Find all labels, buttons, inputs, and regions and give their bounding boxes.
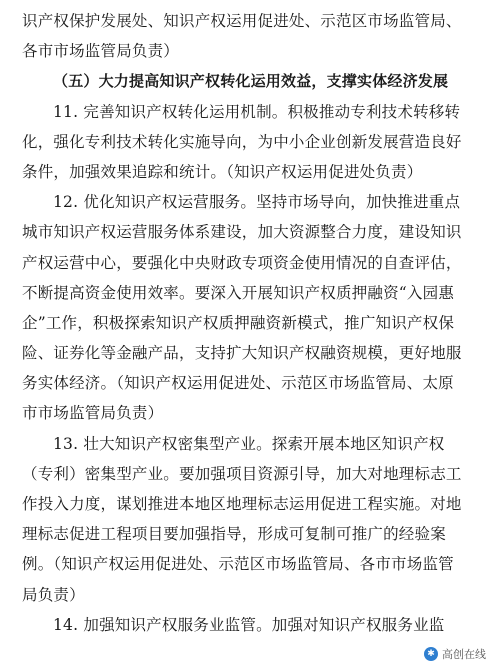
text-line: 局负责） [22,585,85,604]
text-line: 各市市场监管局负责） [22,42,180,61]
text-line: 例。（知识产权运用促进处、示范区市场监管局、各市市场监管 [22,555,454,574]
text-line: 市市场监管局负责） [22,404,164,423]
text-line: 城市知识产权运营服务体系建设，加大资源整合力度，建设知识 [22,223,462,242]
text-line: 条件，加强效果追踪和统计。（知识产权运用促进处负责） [22,162,423,181]
brand-logo-icon: ✱ [424,647,438,661]
text-line: 产权运营中心，要强化中央财政专项资金使用情况的自查评估， [22,253,462,272]
text-line: 化，强化专利技术转化实施导向，为中小企业创新发展营造良好 [22,132,462,151]
watermark [420,644,490,664]
text-line: 理标志促进工程项目要加强指导，形成可复制可推广的经验案 [22,525,446,544]
text-line: 险、证券化等金融产品，支持扩大知识产权融资规模，更好地服 [22,344,462,363]
text-line: 作投入力度，谋划推进本地区地理标志运用促进工程实施。对地 [22,495,462,513]
text-line: 务实体经济。（知识产权运用促进处、示范区市场监管局、太原 [22,374,454,393]
paragraph-start-11: 11. 完善知识产权转化运用机制。积极推动专利技术转移转 [53,102,461,121]
paragraph-start-13: 13. 壮大知识产权密集型产业。探索开展本地区知识产权 [53,434,445,453]
text-line: （专利）密集型产业。要加强项目资源引导，加大对地理标志工 [22,464,462,483]
section-heading: （五）大力提高知识产权转化运用效益，支撑实体经济发展 [53,72,449,91]
watermark-text: 高创在线 [442,648,486,661]
paragraph-start-14: 14. 加强知识产权服务业监管。加强对知识产权服务业监 [53,615,445,634]
paragraph-start-12: 12. 优化知识产权运营服务。坚持市场导向，加快推进重点 [53,193,461,212]
text-line: 企”工作，积极探索知识产权质押融资新模式，推广知识产权保 [22,313,455,332]
text-line: 不断提高资金使用效率。要深入开展知识产权质押融资“入园惠 [22,283,455,302]
text-line: 识产权保护发展处、知识产权运用促进处、示范区市场监管局、 [22,12,462,30]
